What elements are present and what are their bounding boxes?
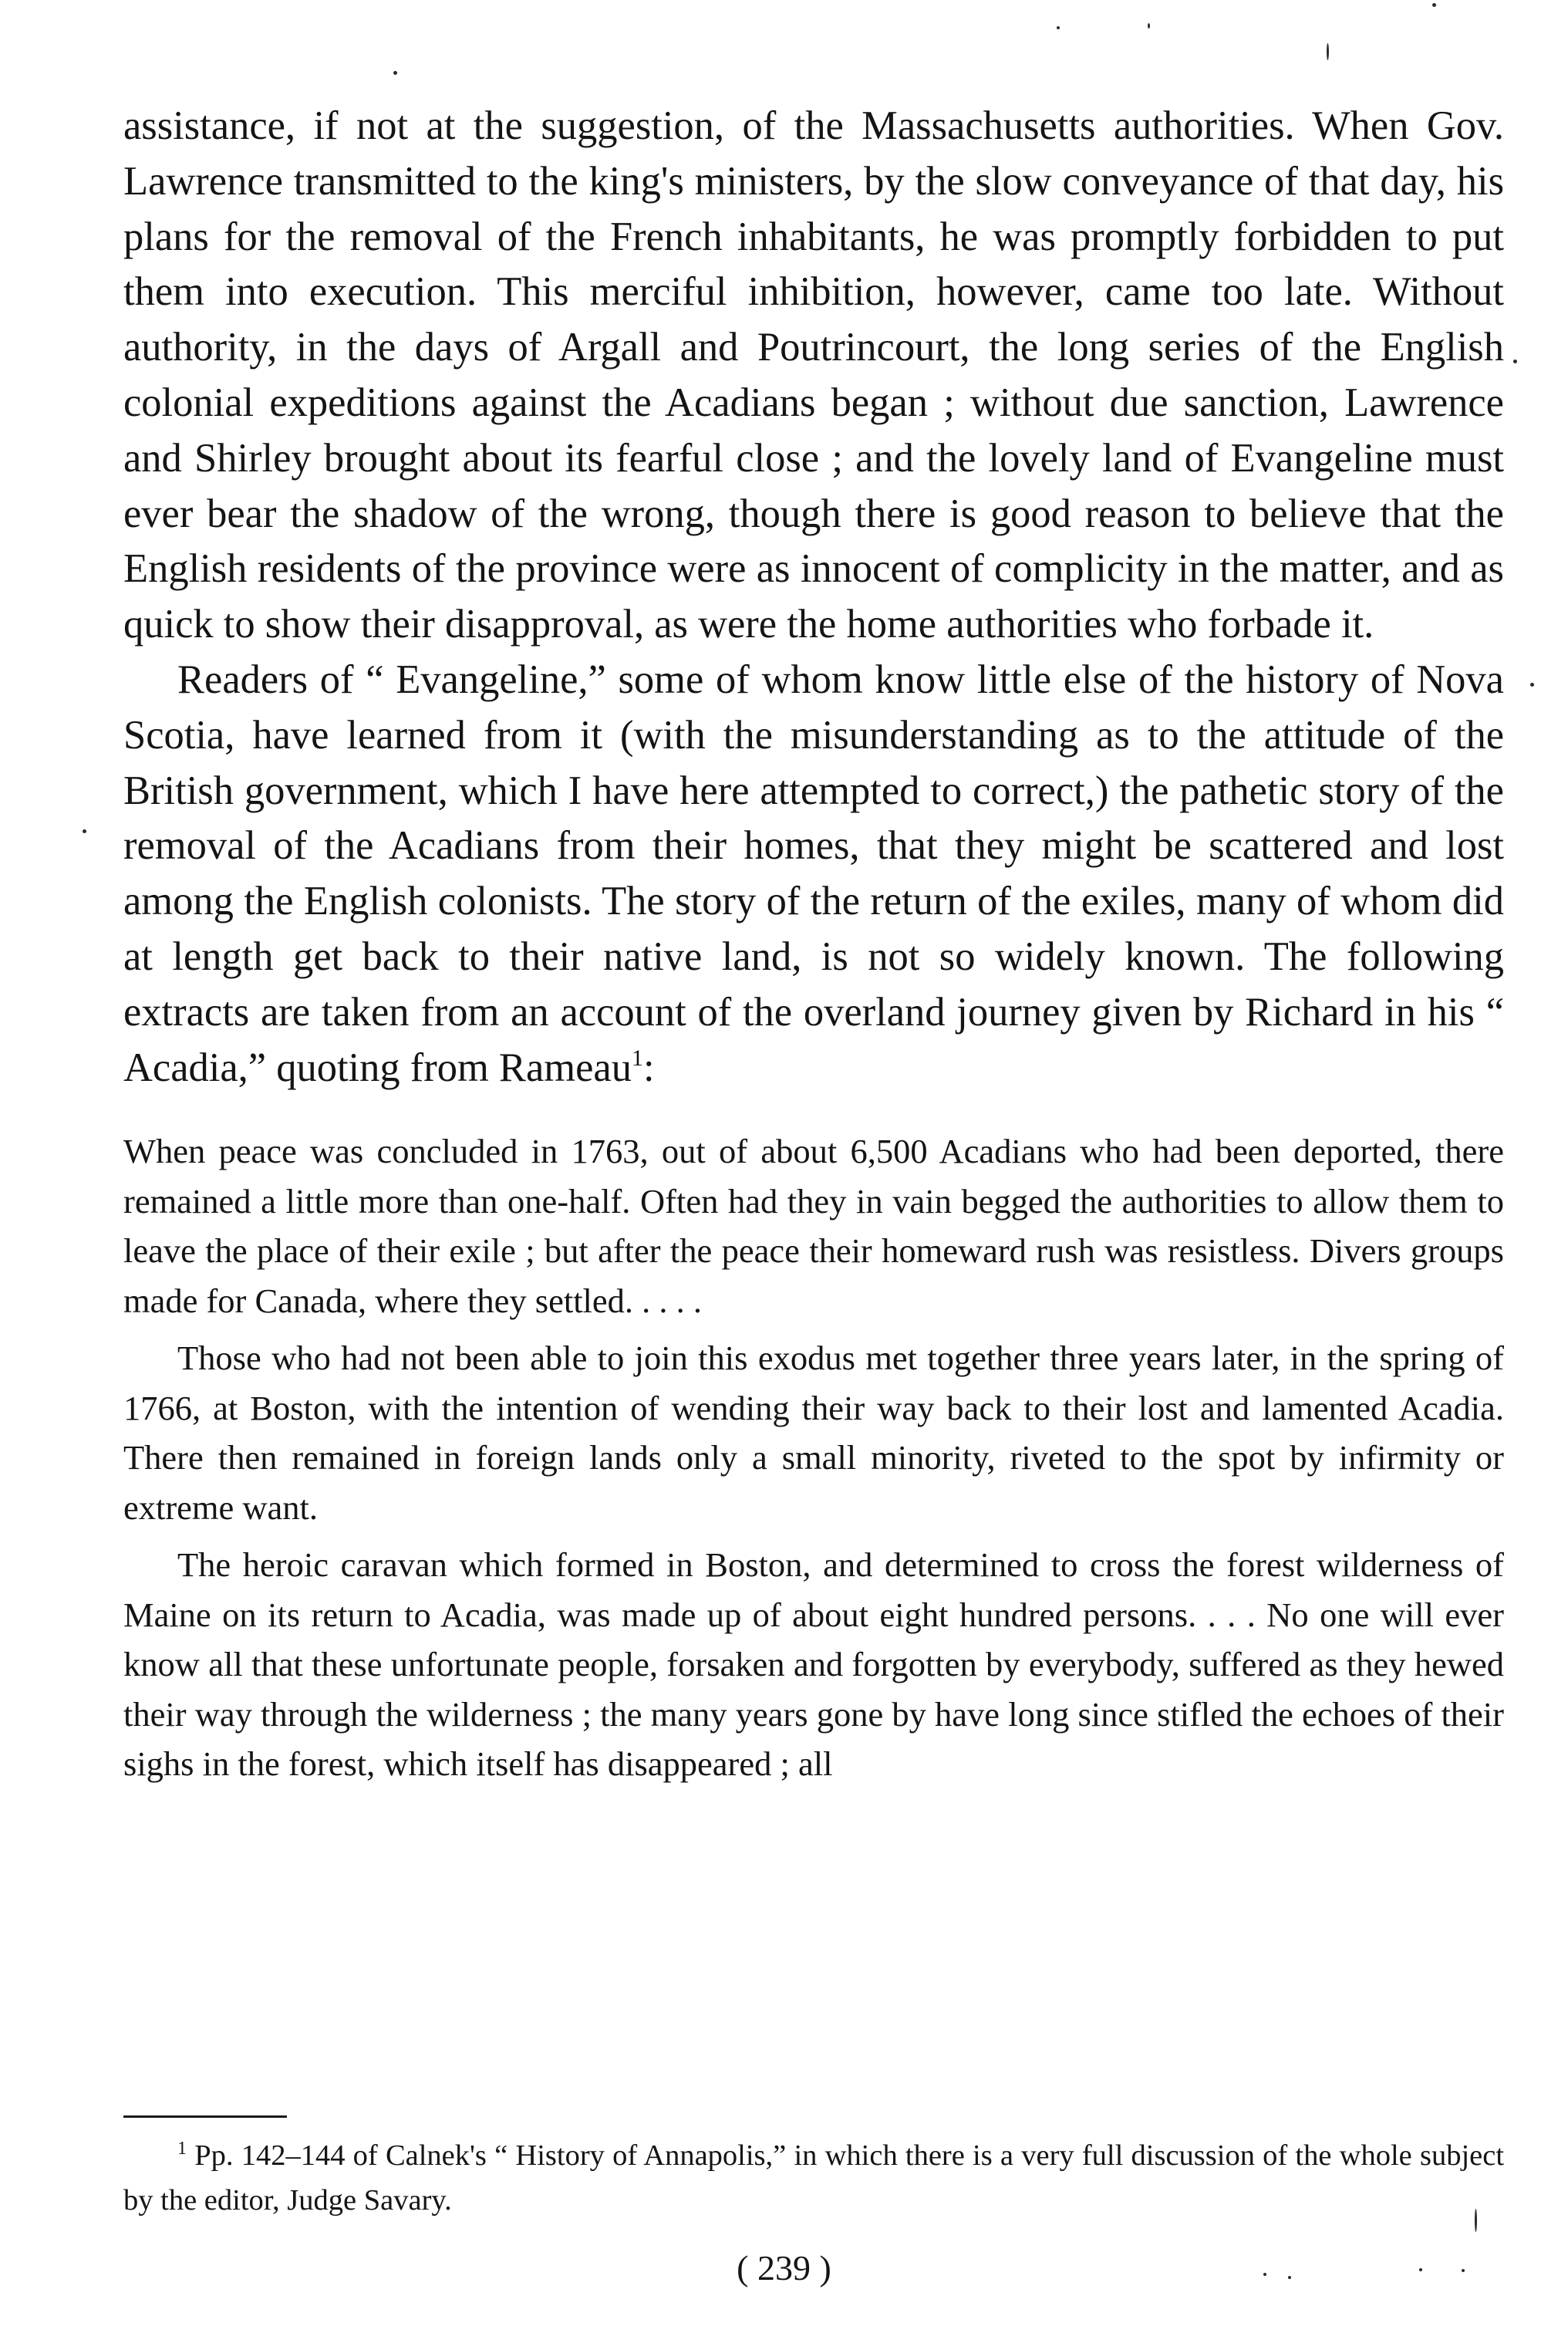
scan-speck [1057,26,1060,29]
body-paragraph [123,653,1504,1096]
scan-speck [1475,2209,1477,2232]
scan-speck [1148,23,1150,29]
footnote [123,2133,1504,2223]
body-paragraph-colon: : [642,1045,655,1090]
footnote-reference: 1 [631,1045,643,1071]
scan-speck [83,829,86,833]
quote-paragraph: Those who had not been able to join this exodus met together three years later, in the spring of 1766, at Boston, with the intention of wending their way back to their lost and lamented Acadia. There then remained in foreign lands only a small minority, riveted to the spot by infirmity or extreme want. [123,1339,1504,1527]
quote-paragraph: The heroic caravan which formed in Boston, and determined to cross the forest wilderness of Maine on its return to Acadia, was made up of about eight hundred persons. . . . No one will ever know all that these unfortunate people, forsaken and forgotten by everybody, suffered as they hewed their way through the wilderness ; the many years gone by have long since stifled the echoes of their sighs in the forest, which itself has disappeared ; all [123,1545,1504,1784]
page-number: ( 239 ) [737,2248,831,2288]
scan-speck [1462,2269,1465,2272]
page-body [123,99,1504,1789]
scan-speck [1263,2273,1266,2276]
scan-speck [1327,43,1329,60]
block-quote [123,1126,1504,1789]
scan-speck [1513,360,1517,363]
footnote-divider [123,2115,287,2118]
scan-speck [1288,2276,1291,2279]
footnote-text: Pp. 142–144 of Calnek's “ History of Annapolis,” in which there is a very full discussion of the whole subject by the editor, Judge Savary. [123,2139,1505,2217]
scan-speck [1530,683,1534,687]
body-paragraph: assistance, if not at the suggestion, of the Massachusetts authorities. When Gov. Lawrence transmitted to the king's ministers, by the slow conveyance of that day, his plans for the removal of the French inhabitants, he was promptly forbidden to put them into execution. This merciful inhibition, however, came too late. Without authority, in the days of Argall and Poutrincourt, the long series of the English colonial expeditions against the Acadians began ; without due sanction, Lawrence and Shirley brought about its fearful close ; and the lovely land of Evangeline must ever bear the shadow of the wrong, though there is good reason to believe that the English residents of the province were as innocent of complicity in the matter, and as quick to show their disapproval, as were the home authorities who forbade it. [123,103,1504,647]
scan-speck [1419,2268,1422,2271]
quote-paragraph: When peace was concluded in 1763, out of about 6,500 Acadians who had been deported, there remained a little more than one-half. Often had they in vain begged the authorities to allow them to leave the place of their exile ; but after the peace their homeward rush was resistless. Divers groups made for Canada, where they settled. . . . . [123,1132,1504,1320]
body-paragraph-text: Readers of “ Evangeline,” some of whom know little else of the history of Nova Scotia, have learned from it (with the misunderstanding as to the attitude of the British government, which I have here attempted to correct,) the pathetic story of the removal of the Acadians from their homes, that they might be scattered and lost among the English colonists. The story of the return of the exiles, many of whom did at length get back to their native land, is not so widely known. The following extracts are taken from an account of the overland journey given by Richard in his “ Acadia,” quoting from Rameau [123,657,1504,1090]
scan-speck [393,71,397,75]
footnote-marker: 1 [177,2139,187,2159]
scan-speck [1432,3,1436,7]
